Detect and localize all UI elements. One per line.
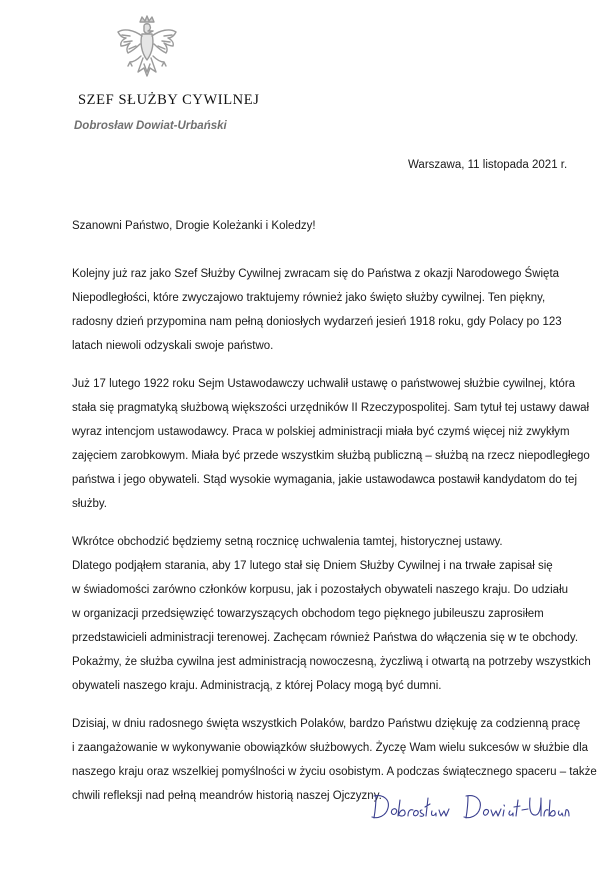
text-line: w organizacji przedsięwzięć towarzyszących obchodom tego pięknego jubileuszu zaprosiłem bbox=[72, 608, 544, 620]
official-name: Dobrosław Dowiat-Urbański bbox=[74, 120, 227, 132]
text-line: Dzisiaj, w dniu radosnego święta wszystkich Polaków, bardzo Państwu dziękuję za codzienną pracę bbox=[72, 718, 581, 730]
text-line: państwa i jego obywateli. Stąd wysokie wymagania, jakie ustawodawca postawił kandydatom do tej bbox=[72, 474, 577, 486]
text-line: Kolejny już raz jako Szef Służby Cywilnej zwracam się do Państwa z okazji Narodowego Święta bbox=[72, 268, 560, 280]
paragraph bbox=[72, 262, 572, 358]
letter-body bbox=[72, 262, 597, 822]
office-title: SZEF SŁUŻBY CYWILNEJ bbox=[78, 92, 260, 108]
text-line: służby. bbox=[72, 498, 107, 510]
text-line: Pokażmy, że służba cywilna jest administracją nowoczesną, życzliwą i otwartą na potrzeby wszystkich bbox=[72, 656, 591, 668]
eagle-emblem-icon bbox=[114, 14, 180, 90]
text-line: latach niewoli odzyskali swoje państwo. bbox=[72, 340, 274, 352]
text-line: radosny dzień przypomina nam pełną doniosłych wydarzeń jesień 1918 roku, gdy Polacy po 123 bbox=[72, 316, 562, 328]
paragraph bbox=[72, 372, 590, 516]
text-line: chwili refleksji nad pełną meandrów historią naszej Ojczyzny. bbox=[72, 790, 382, 802]
text-line: Wkrótce obchodzić będziemy setną rocznicę uchwalenia tamtej, historycznej ustawy. bbox=[72, 536, 503, 548]
text-line: wyraz intencjom ustawodawcy. Praca w polskiej administracji miała być czymś więcej niż zwykłym bbox=[72, 426, 570, 438]
text-line: i zaangażowanie w wykonywanie obowiązków służbowych. Życzę Wam wielu sukcesów w służbie dla bbox=[72, 742, 589, 754]
text-line: obywateli naszego kraju. Administracją, z której Polacy mogą być dumni. bbox=[72, 680, 442, 692]
letter-date: Warszawa, 11 listopada 2021 r. bbox=[408, 159, 568, 171]
text-line: stała się pragmatyką służbową większości urzędników II Rzeczypospolitej. Sam tytuł tej ustawy dawał bbox=[72, 402, 590, 414]
text-line: zajęciem zarobkowym. Miała być przede wszystkim służbą publiczną – służbą na rzecz niepodległego bbox=[72, 450, 590, 462]
text-line: Niepodległości, które zwyczajowo traktujemy również jako święto służby cywilnej. Ten piękny, bbox=[72, 292, 546, 304]
text-line: w świadomości zarówno członków korpusu, jak i pozostałych obywateli naszego kraju. Do udziału bbox=[72, 584, 569, 596]
handwritten-signature bbox=[370, 786, 570, 826]
text-line: Dlatego podjąłem starania, aby 17 lutego stał się Dniem Służby Cywilnej i na trwałe zapisał się bbox=[72, 560, 553, 572]
text-line: naszego kraju oraz wszelkiej pomyślności w życiu osobistym. A podczas świątecznego spaceru – także bbox=[72, 766, 597, 778]
paragraph bbox=[72, 530, 591, 698]
greeting: Szanowni Państwo, Drogie Koleżanki i Koledzy! bbox=[72, 220, 316, 232]
text-line: przedstawicieli administracji terenowej. Zachęcam również Państwa do włączenia się w te obchody. bbox=[72, 632, 579, 644]
text-line: Już 17 lutego 1922 roku Sejm Ustawodawczy uchwalił ustawę o państwowej służbie cywilnej, która bbox=[72, 378, 576, 390]
